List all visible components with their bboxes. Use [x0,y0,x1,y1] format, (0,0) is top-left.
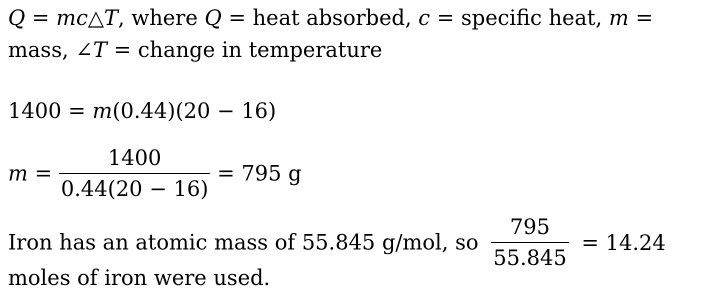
equation-1-right: (0.44)(20 − 16) [112,99,277,123]
mass-text: mass, [8,38,76,62]
definition-line-1 [8,8,653,29]
heat-absorbed-text: = heat absorbed, [221,6,419,30]
conclusion-denominator: 55.845 [493,246,567,271]
conclusion-text: Iron has an atomic mass of 55.845 g/mol, so [8,230,479,255]
where-text: , where [118,6,205,30]
equals: = [25,6,57,30]
specific-heat-text: = specific heat, [430,6,609,30]
conclusion-numerator: 795 [509,215,550,239]
var-m: m [56,6,77,30]
change-in-temperature-text: = change in temperature [106,38,383,62]
var-Q: Q [8,6,26,30]
conclusion-fraction [491,217,568,269]
conclusion-line-2: moles of iron were used. [8,266,271,290]
equation-2-fraction [59,148,211,200]
equation-2-result: = 795 g [210,161,302,186]
var-c-def: c [418,6,431,30]
equation-1-left: 1400 = [8,99,93,123]
var-T-def: T [92,38,107,62]
equation-2-m: m [8,161,28,186]
var-m-def: m [608,6,629,30]
conclusion-fraction-bar [491,242,568,243]
equation-2 [8,148,302,200]
definition-line-2 [8,40,382,61]
var-c: c [76,6,88,30]
delta-symbol: △ [87,6,105,30]
equation-1-m: m [92,99,113,123]
var-T: T [104,6,119,30]
equation-1 [8,101,276,122]
angle-symbol: ∠ [75,38,93,62]
fraction-numerator: 1400 [107,146,162,170]
fraction-denominator: 0.44(20 − 16) [60,177,209,202]
conclusion-result: = 14.24 [581,230,666,255]
equals-trailing: = [628,6,654,30]
conclusion-line-1 [8,217,666,269]
var-Q-def: Q [204,6,222,30]
equation-2-eq: = [27,161,59,186]
fraction-bar [59,173,211,174]
